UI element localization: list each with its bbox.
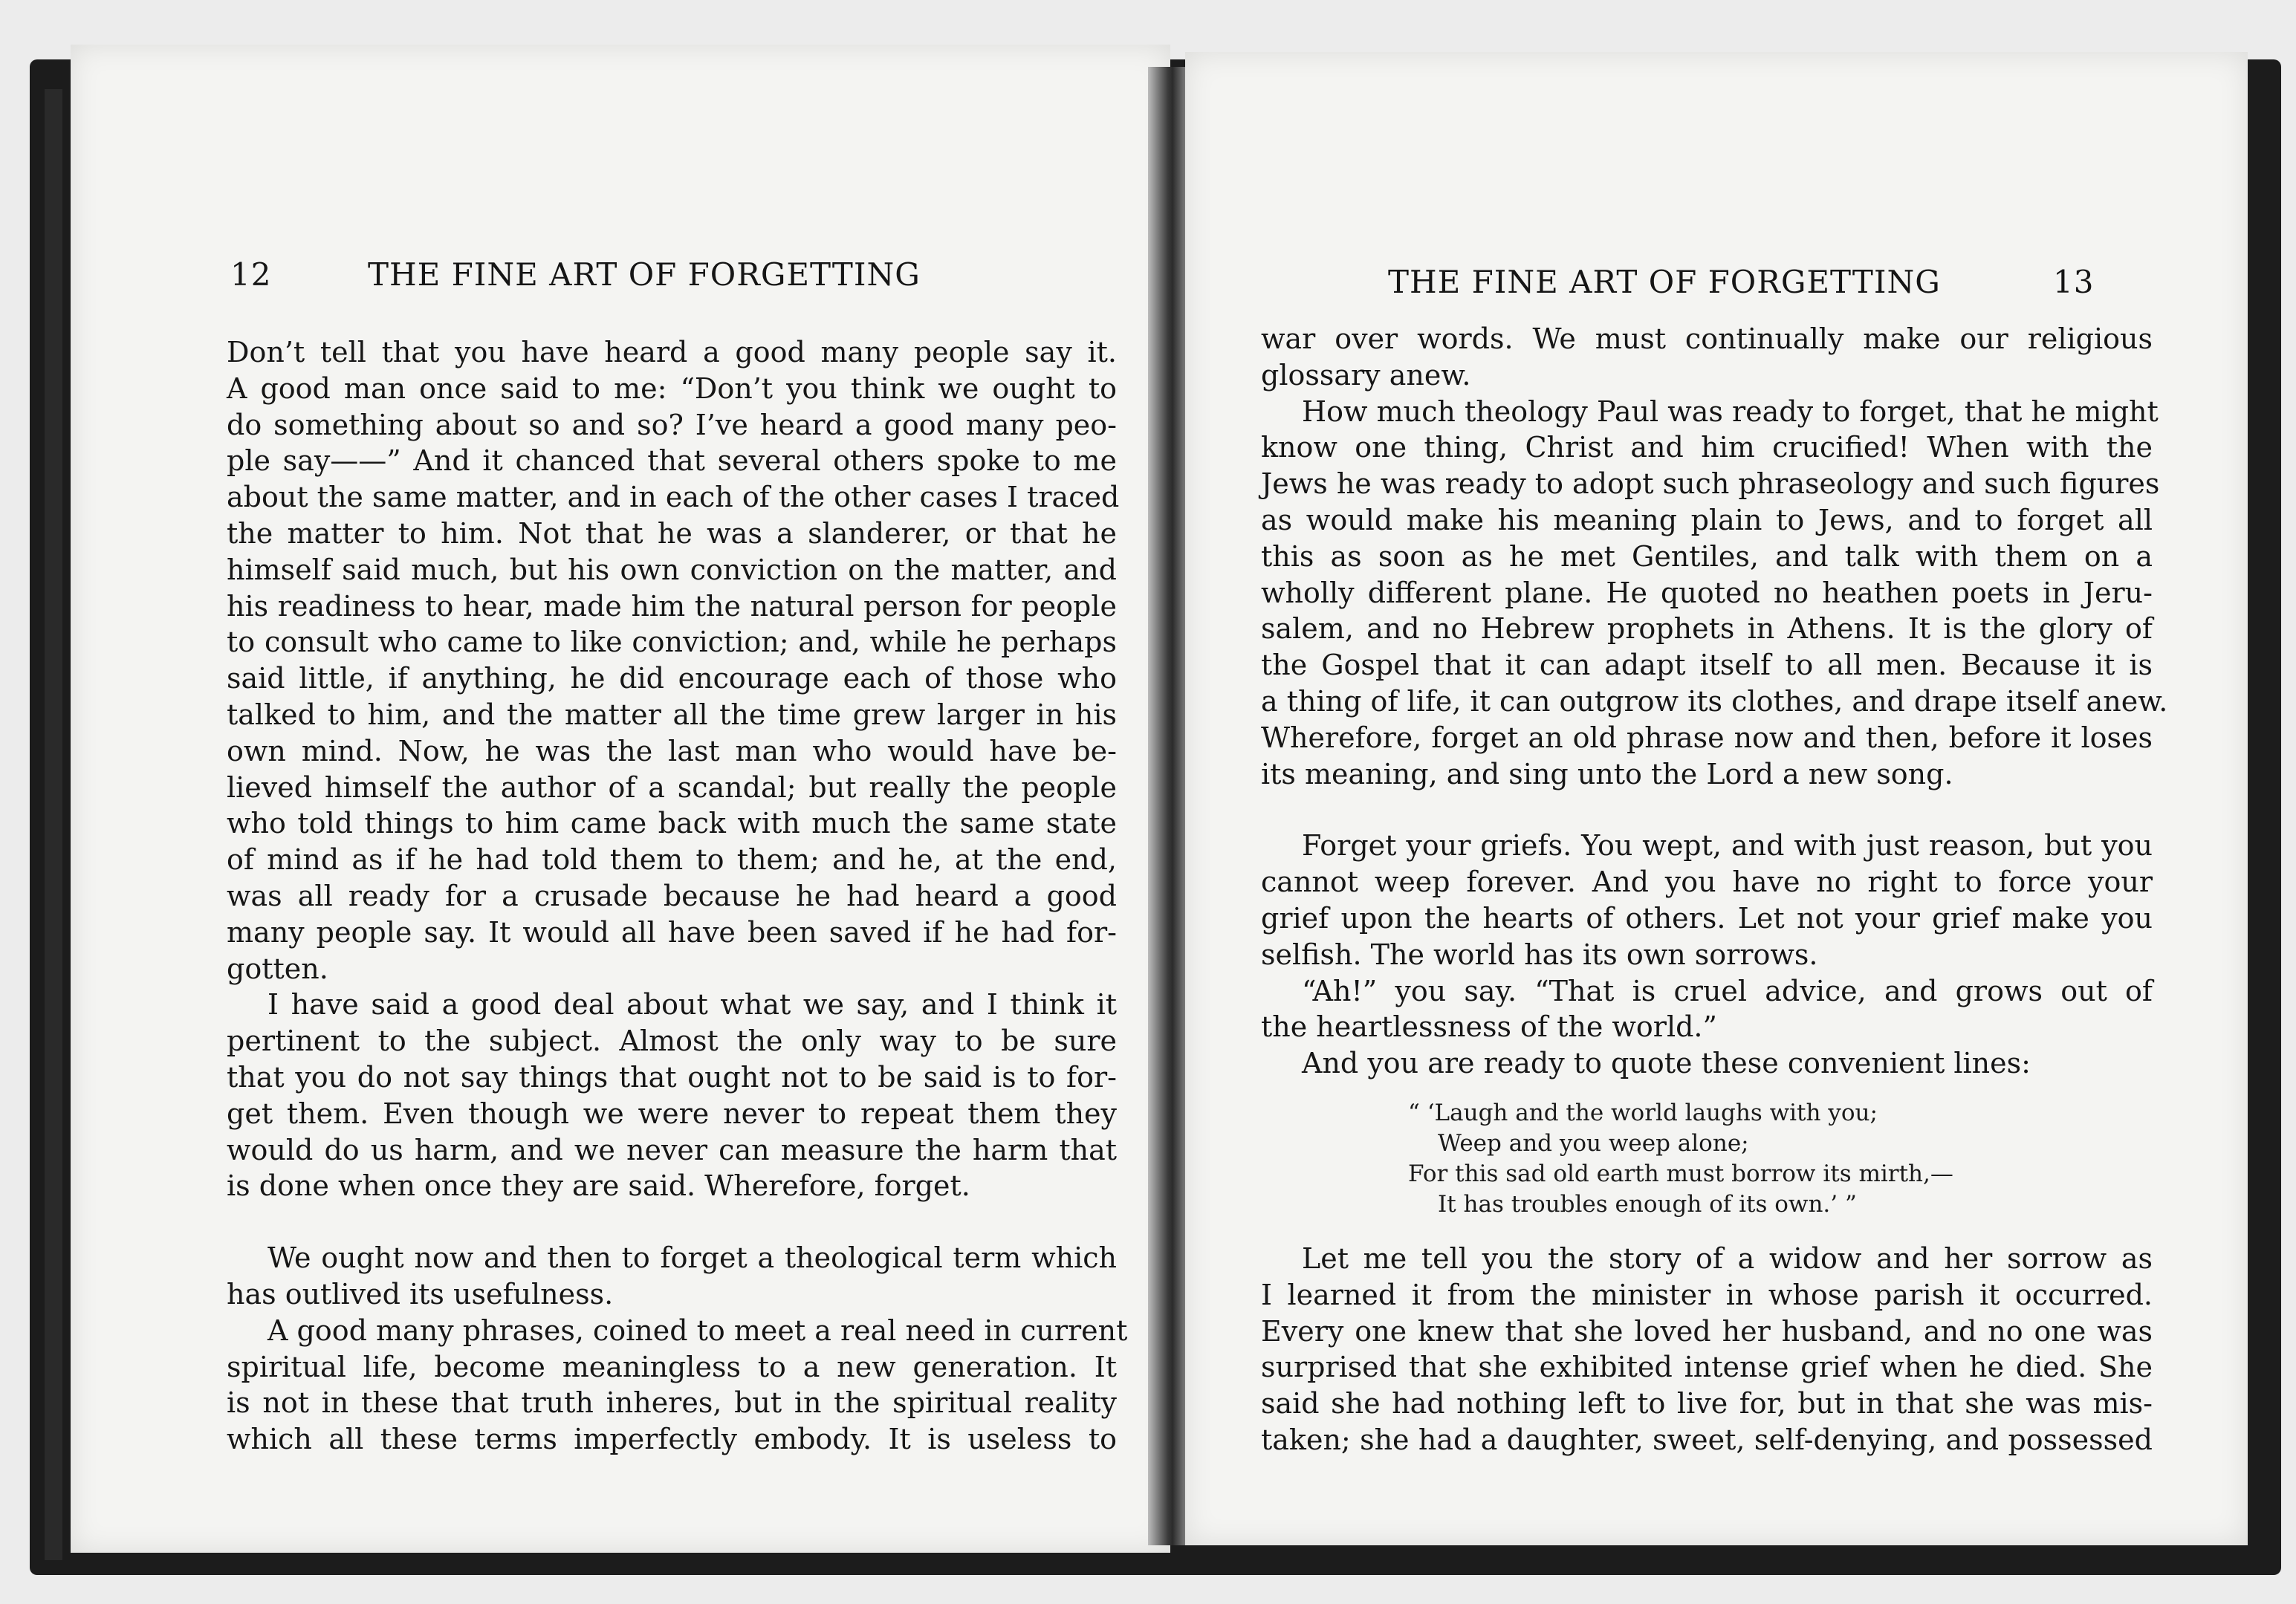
text-line: grief upon the hearts of others. Let not your grief make you [1261,901,2153,935]
text-line: How much theology Paul was ready to forget, that he might [1302,394,2159,428]
text-line: Every one knew that she loved her husband, and no one was [1261,1314,2153,1348]
text-line: a thing of life, it can outgrow its clothes, and drape itself anew. [1261,684,2168,718]
poem-quote [1408,1098,2153,1220]
text-line: its meaning, and sing unto the Lord a new song. [1261,757,1953,790]
text-line: this as soon as he met Gentiles, and talk with them on a [1261,539,2153,573]
paragraph [227,1240,1117,1313]
text-line: said she had nothing left to live for, but in that she was mis- [1261,1387,2153,1420]
text-line: about the same matter, and in each of the other cases I traced [227,481,1120,514]
text-line: as would make his meaning plain to Jews, and to forget all [1261,503,2153,536]
text-line: has outlived its usefulness. [227,1277,614,1311]
text-line: A good man once said to me: “Don’t you think we ought to [227,371,1117,405]
text-line: which all these terms imperfectly embody. It is useless to [227,1423,1117,1456]
poem-line: It has troubles enough of its own.’ ” [1438,1190,1857,1218]
text-line: Forget your griefs. You wept, and with just reason, but you [1302,829,2153,863]
text-line: Wherefore, forget an old phrase now and then, before it loses [1261,721,2153,754]
text-line: get them. Even though we were never to repeat them they [227,1097,1117,1130]
text-line: glossary anew. [1261,358,1471,392]
text-line: do something about so and so? I’ve heard a good many peo- [227,408,1117,441]
text-line: And you are ready to quote these convenient lines: [1302,1047,2031,1080]
text-line: Let me tell you the story of a widow and her sorrow as [1302,1241,2153,1275]
text-line: would do us harm, and we never can measure the harm that [227,1133,1117,1166]
text-line: cannot weep forever. And you have no right to force your [1261,866,2153,899]
paragraph [1261,394,2168,793]
text-line: I learned it from the minister in whose parish it occurred. [1261,1278,2153,1311]
text-line: taken; she had a daughter, sweet, self-denying, and possessed [1261,1423,2153,1456]
text-line: Jews he was ready to adopt such phraseology and such figures [1261,467,2160,501]
text-line: lieved himself the author of a scandal; but really the people [227,770,1117,804]
right-page [1185,52,2248,1545]
text-line: to consult who came to like conviction; and, while he perhaps [227,626,1117,659]
paragraph [227,1313,1128,1458]
paragraph [1261,1045,2153,1082]
paragraph [227,334,1120,987]
poem-line: For this sad old earth must borrow its mirth,— [1408,1160,1953,1187]
page-number: 13 [2053,264,2095,300]
text-line: A good many phrases, coined to meet a real need in current [267,1314,1128,1347]
text-line: the heartlessness of the world.” [1261,1010,1717,1044]
text-line: Don’t tell that you have heard a good many people say it. [227,336,1117,368]
text-line: is done when once they are said. Wherefore, forget. [227,1169,970,1203]
text-line: know one thing, Christ and him crucified! When with the [1261,431,2153,464]
running-head: THE FINE ART OF FORGETTING [1388,264,1941,300]
text-line: selfish. The world has its own sorrows. [1261,938,1818,971]
text-line: wholly different plane. He quoted no heathen poets in Jeru- [1261,576,2153,609]
body-text [1261,321,2168,1458]
paragraph [1261,828,2153,973]
body-text [227,334,1128,1458]
text-line: talked to him, and the matter all the time grew larger in his [227,698,1117,731]
text-line: “Ah!” you say. “That is cruel advice, and grows out of [1302,974,2153,1007]
paragraph [1261,321,2153,394]
text-line: the matter to him. Not that he was a slanderer, or that he [227,516,1117,550]
text-line: is not in these that truth inheres, but in the spiritual reality [227,1386,1117,1420]
text-line: who told things to him came back with much the same state [227,807,1117,840]
text-line: ple say——” And it chanced that several others spoke to me [227,444,1117,478]
text-line: war over words. We must continually make our religious [1261,322,2153,355]
text-line: of mind as if he had told them to them; and he, at the end, [227,843,1117,877]
text-line: We ought now and then to forget a theological term which [267,1241,1117,1275]
text-line: the Gospel that it can adapt itself to all men. Because it is [1261,649,2153,682]
text-line: his readiness to hear, made him the natural person for people [227,589,1117,623]
text-line: pertinent to the subject. Almost the only way to be sure [227,1025,1117,1058]
paragraph [227,987,1117,1204]
text-line: was all ready for a crusade because he had heard a good [227,879,1117,912]
text-line: I have said a good deal about what we say, and I think it [267,988,1117,1022]
book-cover-edge [45,89,62,1560]
text-line: many people say. It would all have been saved if he had for- [227,915,1117,949]
text-line: surprised that she exhibited intense grief when he died. She [1261,1351,2153,1384]
text-line: gotten. [227,952,328,985]
left-page [71,45,1170,1553]
text-line: himself said much, but his own conviction on the matter, and [227,553,1117,586]
page-number: 12 [230,256,272,293]
text-line: salem, and no Hebrew prophets in Athens. It is the glory of [1261,612,2153,646]
running-head: THE FINE ART OF FORGETTING [368,256,921,293]
text-line: that you do not say things that ought not to be said is to for- [227,1060,1117,1094]
paragraph [1261,973,2153,1046]
text-line: own mind. Now, he was the last man who would have be- [227,734,1117,767]
poem-line: “ ‘Laugh and the world laughs with you; [1408,1099,1878,1126]
text-line: spiritual life, become meaningless to a new generation. It [227,1350,1117,1383]
poem-line: Weep and you weep alone; [1438,1129,1749,1157]
text-line: said little, if anything, he did encourage each of those who [227,662,1117,695]
paragraph [1261,1241,2153,1458]
